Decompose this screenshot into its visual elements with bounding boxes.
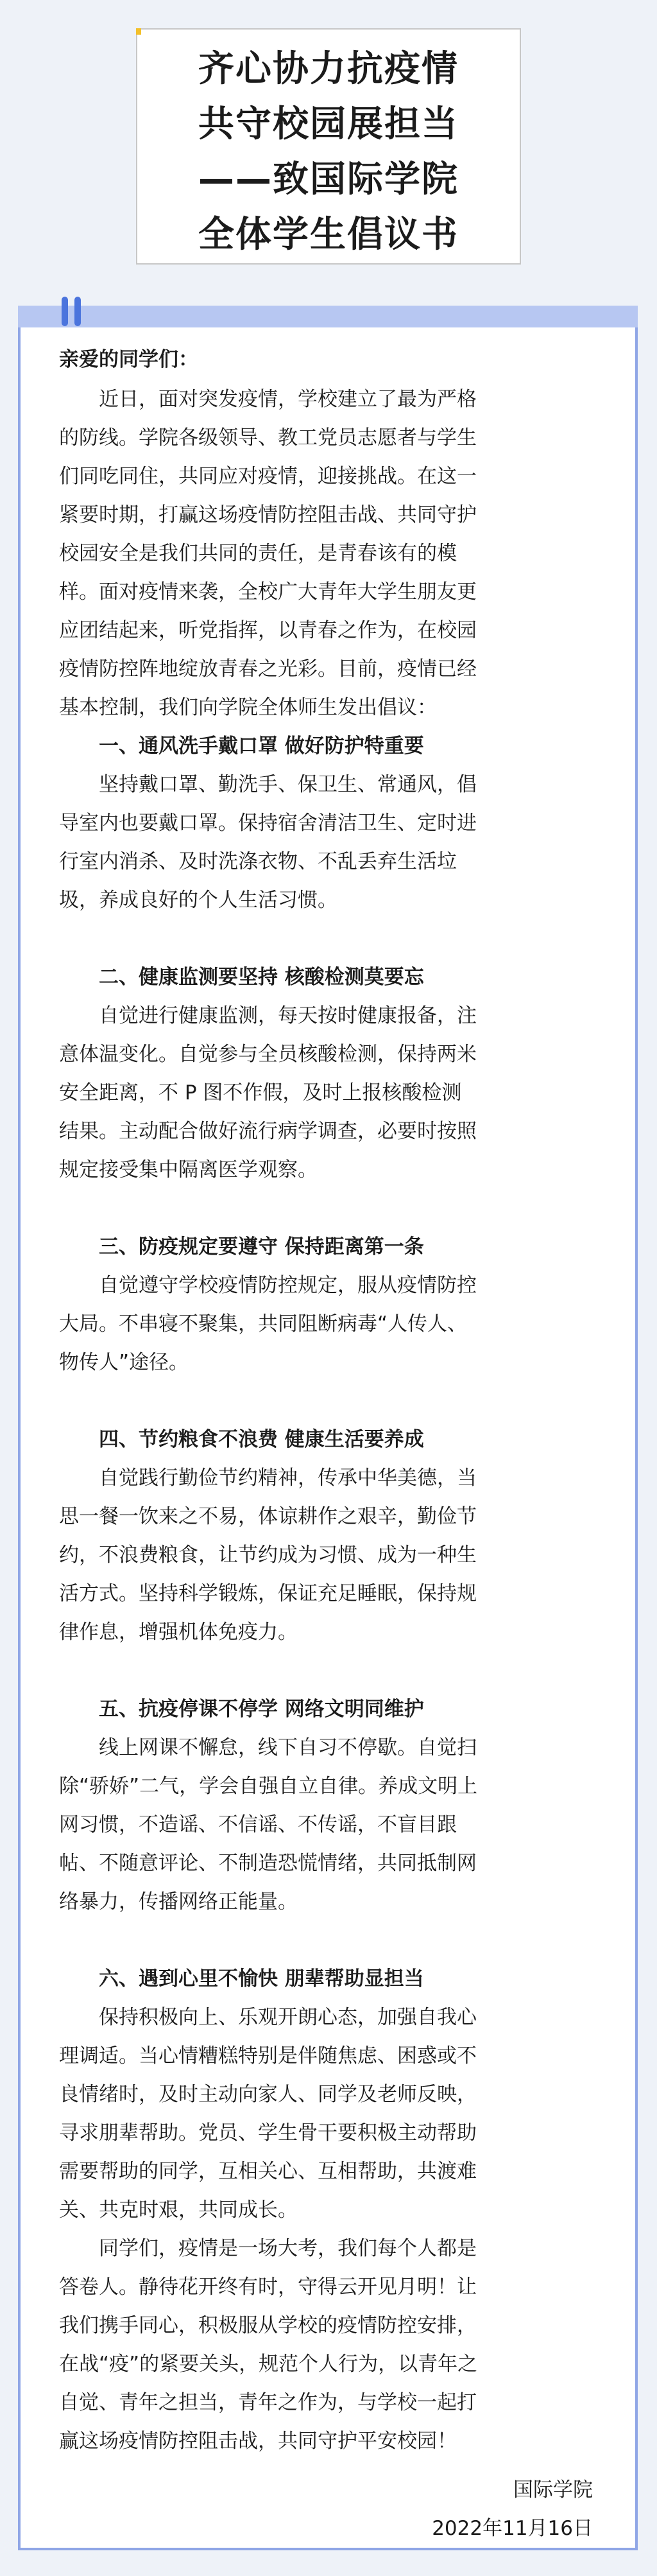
section-2-line: 规定接受集中隔离医学观察。 [59,1158,318,1181]
intro-line: 紧要时期，打赢这场疫情防控阻击战、共同守护 [59,503,477,527]
section-6-line: 理调适。当心情糟糕特别是伴随焦虑、困惑或不 [59,2044,477,2067]
signature-org: 国际学院 [513,2478,593,2502]
section-2-line: 自觉进行健康监测，每天按时健康报备，注 [99,1004,477,1027]
closing-line: 自觉、青年之担当，青年之作为，与学校一起打 [59,2391,477,2414]
section-heading-2: 二、健康监测要坚持 核酸检测莫要忘 [99,966,424,989]
intro-line: 校园安全是我们共同的责任，是青春该有的模 [59,542,457,565]
section-1-line: 行室内消杀、及时洗涤衣物、不乱丢弃生活垃 [59,850,457,873]
title-line-4: 全体学生倡议书 [198,214,459,256]
intro-line: 近日，面对突发疫情，学校建立了最为严格 [99,388,477,411]
section-5-line: 络暴力，传播网络正能量。 [59,1890,298,1913]
section-4-line: 律作息，增强机体免疫力。 [59,1621,298,1644]
section-6-line: 保持积极向上、乐观开朗心态，加强自我心 [99,2006,477,2029]
section-3-line: 大局。不串寝不聚集，共同阻断病毒“人传人、 [59,1312,468,1336]
section-heading-4: 四、节约粮食不浪费 健康生活要养成 [99,1428,424,1451]
closing-line: 同学们，疫情是一场大考，我们每个人都是 [99,2237,477,2260]
section-6-line: 关、共克时艰，共同成长。 [59,2198,298,2222]
title-line-2: 共守校园展担当 [198,103,459,145]
section-heading-3: 三、防疫规定要遵守 保持距离第一条 [99,1235,424,1258]
section-5-line: 线上网课不懈怠，线下自习不停歇。自觉扫 [99,1736,477,1759]
section-5-line: 网习惯，不造谣、不信谣、不传谣，不盲目跟 [59,1813,457,1836]
section-2-line: 结果。主动配合做好流行病学调查，必要时按照 [59,1120,477,1143]
section-3-line: 物传人”途径。 [59,1351,189,1374]
title-line-3: ——致国际学院 [198,159,459,200]
signature-date: 2022年11月16日 [432,2517,593,2540]
section-1-line: 导室内也要戴口罩。保持宿舍清洁卫生、定时进 [59,812,477,835]
intro-line: 基本控制，我们向学院全体师生发出倡议： [59,696,437,719]
intro-line: 的防线。学院各级领导、教工党员志愿者与学生 [59,426,477,449]
closing-line: 答卷人。静待花开终有时，守得云开见月明！让 [59,2276,477,2299]
title-line-1: 齐心协力抗疫情 [198,48,459,90]
section-3-line: 自觉遵守学校疫情防控规定，服从疫情防控 [99,1274,477,1297]
closing-line: 我们携手同心，积极服从学校的疫情防控安排， [59,2314,477,2337]
section-5-line: 除“骄娇”二气，学会自强自立自律。养成文明上 [59,1775,478,1798]
section-2-line: 意体温变化。自觉参与全员核酸检测，保持两米 [59,1043,477,1066]
section-1-line: 圾，养成良好的个人生活习惯。 [59,889,337,912]
section-heading-1: 一、通风洗手戴口罩 做好防护特重要 [99,735,424,758]
closing-line: 赢这场疫情防控阻击战，共同守护平安校园！ [59,2430,457,2453]
salutation: 亲爱的同学们： [59,348,198,371]
section-4-line: 思一餐一饮来之不易，体谅耕作之艰辛，勤俭节 [59,1505,477,1528]
section-6-line: 寻求朋辈帮助。党员、学生骨干要积极主动帮助 [59,2121,477,2145]
section-heading-5: 五、抗疫停课不停学 网络文明同维护 [99,1698,424,1721]
intro-line: 们同吃同住，共同应对疫情，迎接挑战。在这一 [59,465,477,488]
section-4-line: 约，不浪费粮食，让节约成为习惯、成为一种生 [59,1544,477,1567]
section-1-line: 坚持戴口罩、勤洗手、保卫生、常通风，倡 [99,773,477,796]
section-4-line: 自觉践行勤俭节约精神，传承中华美德，当 [99,1466,477,1490]
section-heading-6: 六、遇到心里不愉快 朋辈帮助显担当 [99,1967,424,1990]
intro-line: 应团结起来，听党指挥，以青春之作为，在校园 [59,619,477,642]
intro-line: 疫情防控阵地绽放青春之光彩。目前，疫情已经 [59,657,477,681]
section-6-line: 良情绪时，及时主动向家人、同学及老师反映， [59,2083,477,2106]
intro-line: 样。面对疫情来袭，全校广大青年大学生朋友更 [59,580,477,604]
closing-line: 在战“疫”的紧要关头，规范个人行为，以青年之 [59,2353,478,2376]
section-5-line: 帖、不随意评论、不制造恐慌情绪，共同抵制网 [59,1852,477,1875]
section-2-line: 安全距离，不 P 图不作假，及时上报核酸检测 [59,1081,462,1104]
section-4-line: 活方式。坚持科学锻炼，保证充足睡眠，保持规 [59,1582,477,1605]
section-6-line: 需要帮助的同学，互相关心、互相帮助，共渡难 [59,2160,477,2183]
